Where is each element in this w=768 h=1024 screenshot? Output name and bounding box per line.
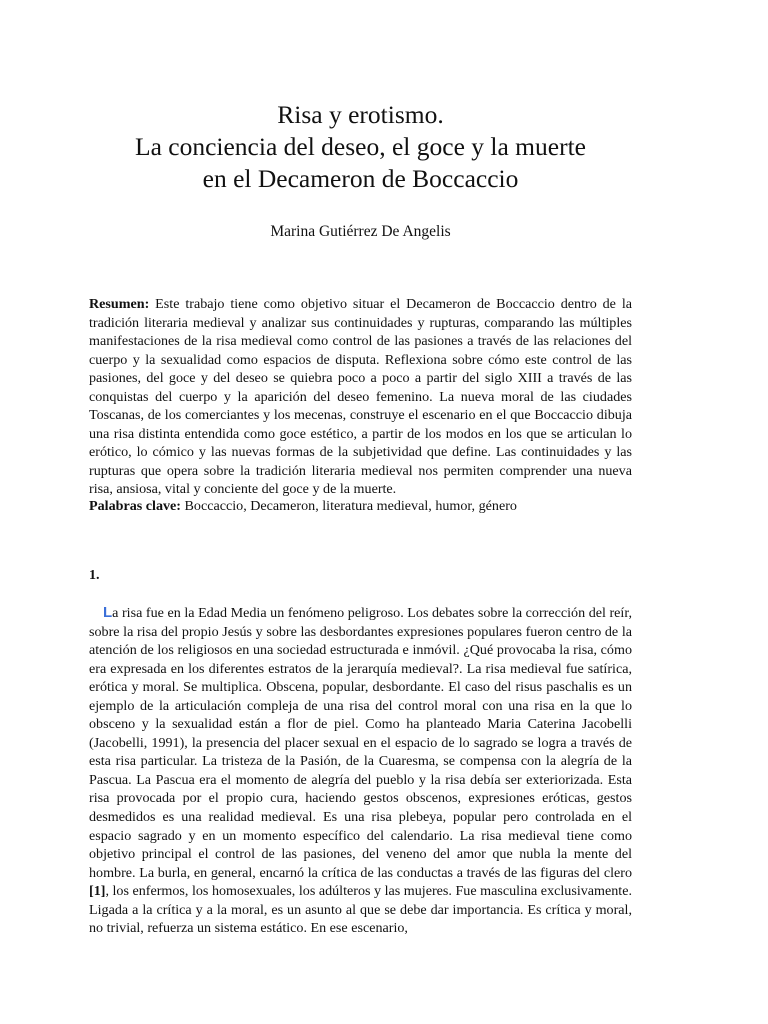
title-line-1: Risa y erotismo. xyxy=(277,100,444,129)
section-number: 1. xyxy=(89,567,100,583)
author-name: Marina Gutiérrez De Angelis xyxy=(270,223,451,240)
keywords-text: Boccaccio, Decameron, literatura medieval, humor, género xyxy=(180,498,517,514)
body-paragraph xyxy=(89,604,632,938)
abstract-label: Resumen: xyxy=(89,296,150,312)
abstract xyxy=(89,295,632,499)
body-text-part-1: a risa fue en la Edad Media un fenómeno peligroso. Los debates sobre la corrección del reír, sobre la risa del propio Jesús y sobre las desbordantes expresiones populares fueron centro de la atención de los religiosos en una sociedad estructurada e inmóvil. ¿Qué provocaba la risa, cómo era expresada en los diferentes estratos de la jerarquía medieval?. La risa medieval fue satírica, erótica y moral. Se multiplica. Obscena, popular, desbordante. El caso del risus paschalis es un ejemplo de la articulación compleja de una risa del control moral con una risa en la que lo obsceno y la sexualidad están a flor de piel. Como ha planteado Maria Caterina Jacobelli (Jacobelli, 1991), la presencia del placer sexual en el espacio de lo sagrado se logra a través de esta risa particular. La tristeza de la Pasión, de la Cuaresma, se compensa con la alegría de la Pascua. La Pascua era el momento de alegría del pueblo y la risa debía ser exteriorizada. Esta risa provocada por el propio cura, haciendo gestos obscenos, expresiones eróticas, gestos desmedidos es una realidad medieval. Es una risa plebeya, popular pero controlada en el espacio sagrado y en un momento específico del calendario. La risa medieval tiene como objetivo principal el control de las pasiones, del veneno del amor que nubla la mente del hombre. La burla, en general, encarnó la crítica de las conductas a través de las figuras del clero xyxy=(89,605,632,881)
keywords-label: Palabras clave: xyxy=(89,498,181,514)
drop-cap: L xyxy=(103,604,113,621)
footnote-link[interactable]: [1] xyxy=(89,883,106,900)
abstract-text: Este trabajo tiene como objetivo situar el Decameron de Boccaccio dentro de la tradición literaria medieval y analizar sus continuidades y rupturas, comparando las múltiples manifestaciones de la risa medieval como control de las pasiones a través de las relaciones del cuerpo y la sexualidad como espacios de disputa. Reflexiona sobre cómo este control de las pasiones, del goce y del deseo se quiebra poco a poco a partir del siglo XIII a través de las conquistas del cuerpo y la aparición del deseo femenino. La nueva moral de las ciudades Toscanas, de los comerciantes y los mecenas, construye el escenario en el que Boccaccio dibuja una risa distinta entendida como goce estético, a partir de los modos en los que se articulan lo erótico, lo cómico y las nuevas formas de la subjetividad que define. Las continuidades y las rupturas que opera sobre la tradición literaria medieval nos permiten comprender una nueva risa, ansiosa, vital y conciente del goce y de la muerte. xyxy=(89,296,632,497)
body-text-part-2: , los enfermos, los homosexuales, los adúlteros y las mujeres. Fue masculina exclusivamente. Ligada a la crítica y a la moral, es un asunto al que se debe dar importancia. Es crítica y moral, no trivial, refuerza un sistema estático. En ese escenario, xyxy=(89,883,632,937)
paper-title xyxy=(89,99,632,195)
keywords xyxy=(89,497,632,516)
title-line-2: La conciencia del deseo, el goce y la muerte xyxy=(135,132,586,161)
title-line-3: en el Decameron de Boccaccio xyxy=(202,164,519,193)
